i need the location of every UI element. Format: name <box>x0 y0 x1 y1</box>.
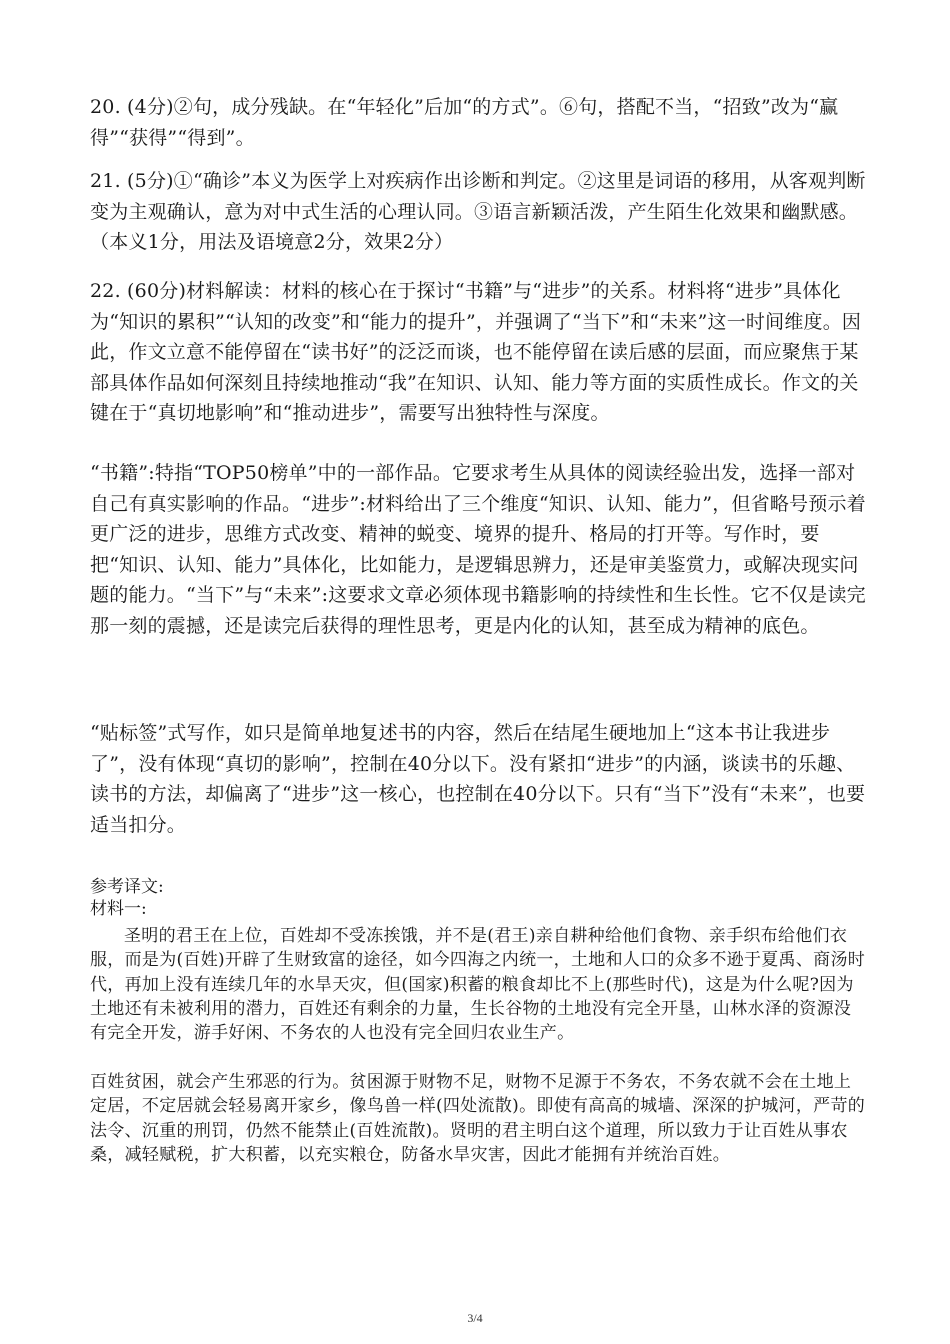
scoring-paragraph: “贴标签”式写作，如只是简单地复述书的内容，然后在结尾生硬地加上“这本书让我进步了”，没有体现“真切的影响”，控制在40分以下。没有紧扣“进步”的内涵，谈读书的乐趣、读书的方法，却偏离了“进步”这一核心，也控制在40分以下。只有“当下”没有“未来”，也要适当扣分。 <box>90 722 866 836</box>
answer-20: 20. (4分)②句，成分残缺。在“年轻化”后加“的方式”。⑥句，搭配不当，“招致”改为“赢得”“获得”“得到”。 <box>90 96 839 149</box>
material-label: 材料一: <box>90 899 147 919</box>
translation-paragraph-2: 百姓贫困，就会产生邪恶的行为。贫困源于财物不足，财物不足源于不务农，不务农就不会在土地上定居，不定居就会轻易离开家乡，像鸟兽一样(四处流散)。即使有高高的城墙、深深的护城河，严苛的法令、沉重的刑罚，仍然不能禁止(百姓流散)。贤明的君主明白这个道理，所以致力于让百姓从事农桑，减轻赋税，扩大积蓄，以充实粮仓，防备水旱灾害，因此才能拥有并统治百姓。 <box>90 1072 866 1165</box>
translation-heading: 参考译文: <box>90 877 164 897</box>
translation-paragraph-1: 圣明的君王在上位，百姓却不受冻挨饿，并不是(君王)亲自耕种给他们食物、亲手织布给他们衣服，而是为(百姓)开辟了生财致富的途径，如今四海之内统一，土地和人口的众多不逊于夏禹、商汤时代，再加上没有连续几年的水旱天灾，但(国家)积蓄的粮食却比不上(那些时代)，这是为什么呢?因为土地还有未被利用的潜力，百姓还有剩余的力量，生长谷物的土地没有完全开垦，山林水泽的资源没有完全开发，游手好闲、不务农的人也没有完全回归农业生产。 <box>90 926 866 1044</box>
answer-22: 22. (60分)材料解读：材料的核心在于探讨“书籍”与“进步”的关系。材料将“进步”具体化为“知识的累积”“认知的改变”和“能力的提升”，并强调了“当下”和“未来”这一时间维度。因此，作文立意不能停留在“读书好”的泛泛而谈，也不能停留在读后感的层面，而应聚焦于某部具体作品如何深刻且持续地推动“我”在知识、认知、能力等方面的实质性成长。作文的关键在于“真切地影响”和“推动进步”，需要写出独特性与深度。 <box>90 280 862 424</box>
page-number: 3/4 <box>467 1311 483 1325</box>
answer-21: 21. (5分)①“确诊”本义为医学上对疾病作出诊断和判定。②这里是词语的移用，从客观判断变为主观确认，意为对中式生活的心理认同。③语言新颖活泼，产生陌生化效果和幽默感。（本义1分，用法及语境意2分，效果2分） <box>90 170 866 253</box>
analysis-paragraph: “书籍”:特指“TOP50榜单”中的一部作品。它要求考生从具体的阅读经验出发，选择一部对自己有真实影响的作品。“进步”:材料给出了三个维度“知识、认知、能力”，但省略号预示着更广泛的进步，思维方式改变、精神的蜕变、境界的提升、格局的打开等。写作时，要把“知识、认知、能力”具体化，比如能力，是逻辑思辨力，还是审美鉴赏力，或解决现实问题的能力。“当下”与“未来”:这要求文章必须体现书籍影响的持续性和生长性。它不仅是读完那一刻的震撼，还是读完后获得的理性思考，更是内化的认知，甚至成为精神的底色。 <box>90 462 866 637</box>
